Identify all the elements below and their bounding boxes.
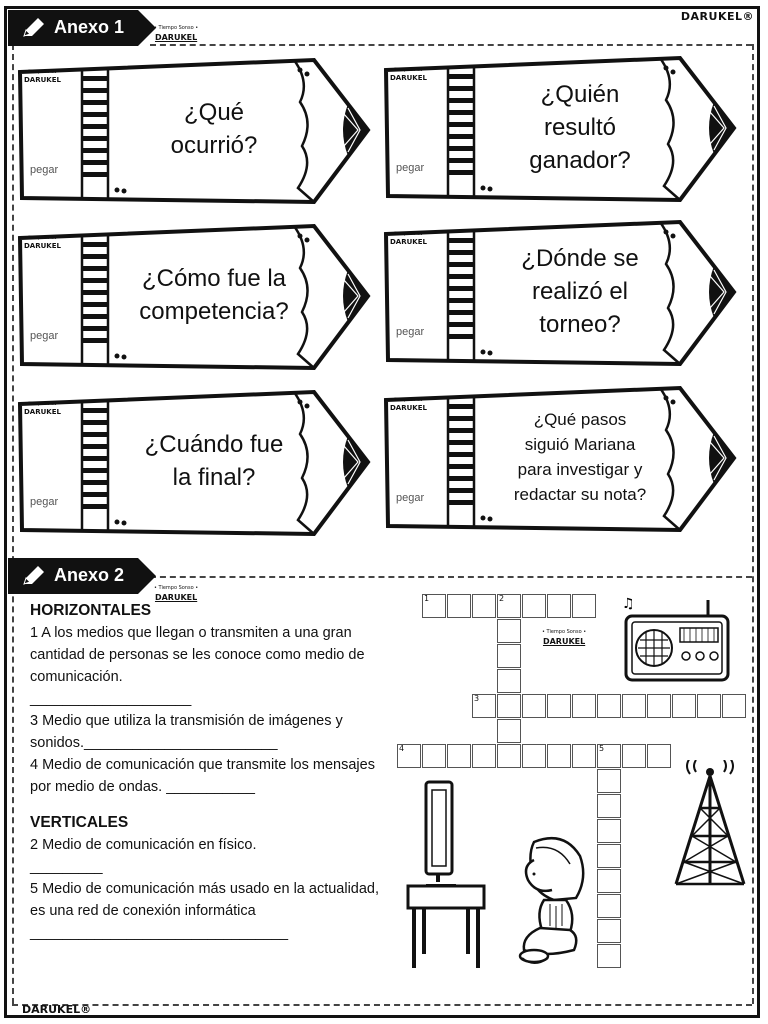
crossword-cell[interactable] <box>497 719 521 743</box>
question-line: ¿Cómo fue la <box>141 265 287 292</box>
crossword-cell[interactable] <box>597 769 621 793</box>
clue-v2: 2 Medio de comunicación en físico. <box>30 837 257 853</box>
crossword-clues <box>30 600 392 944</box>
question-line: competencia? <box>139 298 289 325</box>
crossword-cell[interactable] <box>597 944 621 968</box>
annex-1-tab <box>8 10 150 46</box>
crossword-cell[interactable] <box>572 594 596 618</box>
logo: • Tiempo Sonso • DARUKEL <box>24 69 61 84</box>
question-text <box>480 232 680 350</box>
question-line: ¿Dónde se <box>521 244 639 272</box>
crossword-cell[interactable] <box>422 594 446 618</box>
question-text <box>114 236 314 354</box>
dashed-border-right <box>752 44 754 1004</box>
radio-icon <box>622 592 732 684</box>
crossword-cell[interactable] <box>497 669 521 693</box>
pegar-label: pegar <box>30 164 59 176</box>
logo: • Tiempo Sonso • DARUKEL <box>154 25 199 42</box>
crossword-number: 3 <box>474 694 480 703</box>
question-card <box>380 50 740 210</box>
crossword-cell[interactable] <box>597 869 621 893</box>
question-text <box>114 70 314 188</box>
crossword-cell[interactable] <box>697 694 721 718</box>
question-line: ganador? <box>529 146 631 174</box>
crossword-cell[interactable] <box>472 744 496 768</box>
question-line: redactar su nota? <box>513 485 647 504</box>
crossword-cell[interactable] <box>497 619 521 643</box>
crossword-cell[interactable] <box>597 744 621 768</box>
clue-h3: 3 Medio que utiliza la transmisión de imágenes y <box>30 713 343 729</box>
question-card <box>380 214 740 374</box>
question-line: realizó el <box>531 277 629 305</box>
logo: • Tiempo Sonso • DARUKEL <box>542 629 587 646</box>
question-card <box>14 384 374 544</box>
pegar-label: pegar <box>396 492 425 504</box>
crossword-cell[interactable] <box>497 594 521 618</box>
horizontal-heading: HORIZONTALES <box>30 602 152 619</box>
crossword-cell[interactable] <box>497 744 521 768</box>
crossword-cell[interactable] <box>522 744 546 768</box>
crossword-cell[interactable] <box>597 894 621 918</box>
television-icon <box>404 778 488 974</box>
crossword-cell[interactable] <box>597 819 621 843</box>
crossword-cell[interactable] <box>572 694 596 718</box>
question-line: ¿Quién <box>540 80 620 108</box>
clue-h1-blank: ____________________ <box>30 691 192 707</box>
question-line: la final? <box>172 464 256 491</box>
question-line: resultó <box>543 113 617 141</box>
crossword-cell[interactable] <box>597 844 621 868</box>
crossword-cell[interactable] <box>547 744 571 768</box>
pegar-label: pegar <box>396 326 425 338</box>
question-line: ¿Qué pasos <box>533 410 627 429</box>
vertical-heading: VERTICALES <box>30 814 129 831</box>
dashed-border-bottom <box>12 1004 752 1006</box>
clue-h4: 4 Medio de comunicación que transmite los mensajes por medio de ondas. ___________ <box>30 757 375 795</box>
brand-mark: DARUKEL® <box>680 10 754 23</box>
crossword-cell[interactable] <box>472 694 496 718</box>
question-card <box>380 380 740 540</box>
pegar-label: pegar <box>30 330 59 342</box>
crossword-cell[interactable] <box>447 594 471 618</box>
pegar-label: pegar <box>396 162 425 174</box>
footer-brand: DARUKEL® <box>22 1003 92 1016</box>
annex-2-label: Anexo 2 <box>54 565 125 585</box>
question-line: para investigar y <box>517 460 643 479</box>
crossword-cell[interactable] <box>447 744 471 768</box>
dashed-border-top <box>150 44 752 46</box>
pegar-label: pegar <box>30 496 59 508</box>
antenna-tower-icon <box>668 760 752 890</box>
crossword-cell[interactable] <box>597 919 621 943</box>
crossword-number: 1 <box>424 594 430 603</box>
question-text <box>480 398 680 516</box>
logo: • Tiempo Sonso • DARUKEL <box>390 231 427 246</box>
dashed-divider <box>150 576 752 578</box>
question-card <box>14 52 374 212</box>
crossword-cell[interactable] <box>397 744 421 768</box>
crossword-cell[interactable] <box>547 594 571 618</box>
clue-v5: 5 Medio de comunicación más usado en la actualidad, es una red de conexión informática <box>30 881 380 919</box>
crossword-cell[interactable] <box>622 744 646 768</box>
crossword-cell[interactable] <box>647 694 671 718</box>
crossword-cell[interactable] <box>597 694 621 718</box>
crossword-cell[interactable] <box>522 594 546 618</box>
question-line: ocurrió? <box>170 132 258 159</box>
clue-h1: 1 A los medios que llegan o transmiten a una gran cantidad de personas se les conoce como medio de comunicación. <box>30 625 365 685</box>
question-line: ¿Qué <box>183 99 245 126</box>
clue-h3-blank: sonidos.________________________ <box>30 735 278 751</box>
annex-2-tab <box>8 558 150 594</box>
logo: • Tiempo Sonso • DARUKEL <box>390 67 427 82</box>
logo: • Tiempo Sonso • DARUKEL <box>24 235 61 250</box>
crossword-cell[interactable] <box>672 694 696 718</box>
question-text <box>480 68 680 186</box>
svg-text:♫: ♫ <box>622 596 635 612</box>
girl-illustration <box>514 836 590 970</box>
question-card <box>14 218 374 378</box>
crossword-cell[interactable] <box>597 794 621 818</box>
crossword-cell[interactable] <box>497 644 521 668</box>
question-text <box>114 402 314 520</box>
crossword-cell[interactable] <box>522 694 546 718</box>
logo: • Tiempo Sonso • DARUKEL <box>24 401 61 416</box>
logo: • Tiempo Sonso • DARUKEL <box>154 585 199 602</box>
clue-v5-blank: ________________________________ <box>30 925 289 941</box>
logo: • Tiempo Sonso • DARUKEL <box>390 397 427 412</box>
crossword-cell[interactable] <box>722 694 746 718</box>
crossword-cell[interactable] <box>547 694 571 718</box>
question-line: siguió Mariana <box>524 435 636 454</box>
crossword-cell[interactable] <box>422 744 446 768</box>
crossword-cell[interactable] <box>572 744 596 768</box>
crossword-cell[interactable] <box>622 694 646 718</box>
annex-1-label: Anexo 1 <box>54 17 125 37</box>
clue-v2-blank: _________ <box>30 859 103 875</box>
crossword-number: 4 <box>399 744 405 753</box>
crossword-cell[interactable] <box>472 594 496 618</box>
question-line: ¿Cuándo fue <box>144 431 284 458</box>
crossword-cell[interactable] <box>497 694 521 718</box>
question-line: torneo? <box>539 310 621 338</box>
crossword-number: 5 <box>599 744 605 753</box>
crossword-number: 2 <box>499 594 505 603</box>
